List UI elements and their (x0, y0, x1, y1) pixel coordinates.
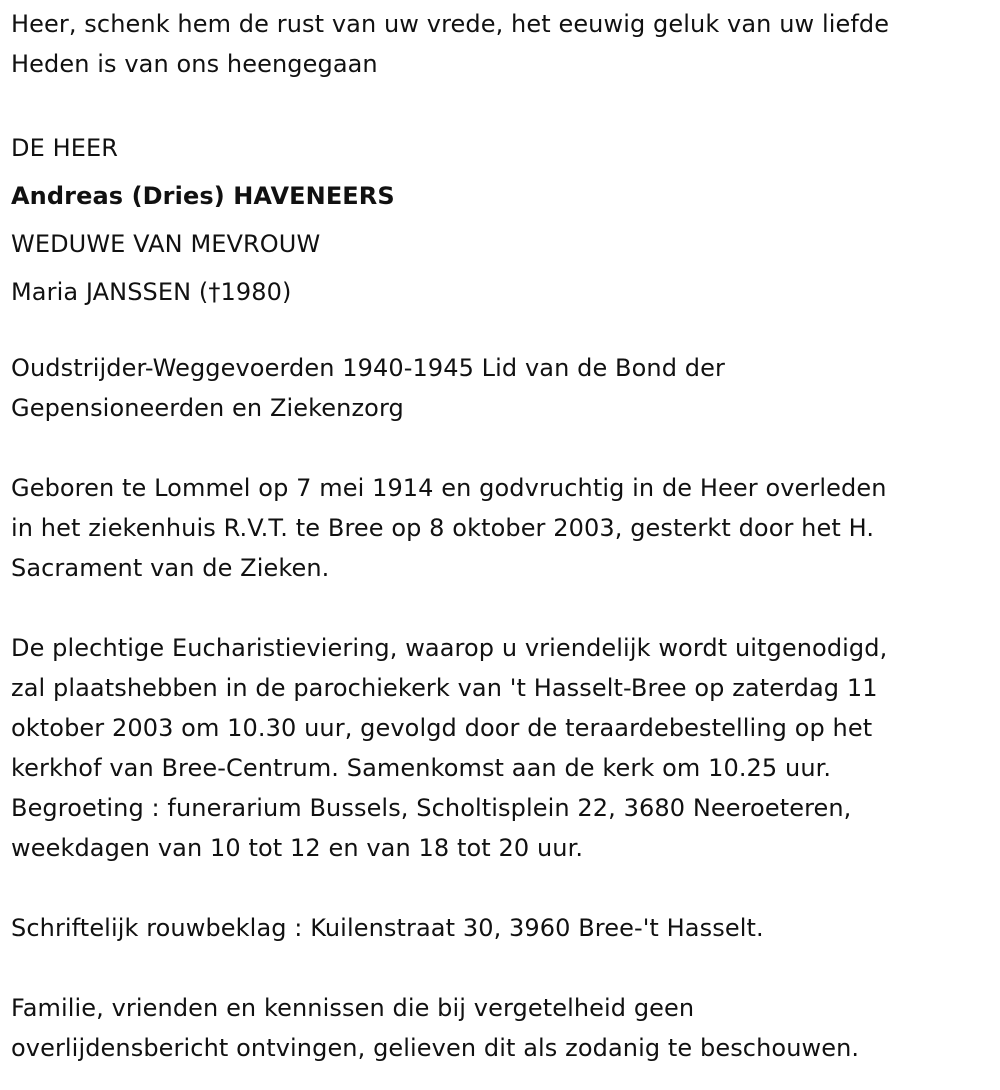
ceremony-line: Begroeting : funerarium Bussels, Scholtisplein 22, 3680 Neeroeteren, (11, 794, 852, 822)
closing-line: Familie, vrienden en kennissen die bij vergetelheid geen (11, 994, 695, 1022)
spacer (11, 868, 984, 908)
ceremony-line: De plechtige Eucharistieviering, waarop u vriendelijk wordt uitgenodigd, (11, 634, 888, 662)
ceremony-line: weekdagen van 10 tot 12 en van 18 tot 20 uur. (11, 834, 584, 862)
obituary-notice (0, 4, 1000, 1090)
affiliations-line: Oudstrijder-Weggevoerden 1940-1945 Lid van de Bond der (11, 354, 725, 382)
spacer (11, 588, 984, 628)
honorific-title: DE HEER (11, 134, 119, 162)
ceremony-line: zal plaatshebben in de parochiekerk van 't Hasselt-Bree op zaterdag 11 (11, 674, 878, 702)
birth-death-line: Geboren te Lommel op 7 mei 1914 en godvruchtig in de Heer overleden (11, 474, 887, 502)
spouse-name: Maria JANSSEN (†1980) (11, 278, 292, 306)
opening-line: Heer, schenk hem de rust van uw vrede, het eeuwig geluk van uw liefde (11, 10, 890, 38)
birth-death-paragraph (11, 468, 984, 588)
deceased-block (11, 124, 984, 316)
opening-paragraph (11, 4, 984, 84)
condolences-paragraph (11, 908, 984, 948)
condolences-line: Schriftelijk rouwbeklag : Kuilenstraat 30, 3960 Bree-'t Hasselt. (11, 914, 764, 942)
birth-death-line: in het ziekenhuis R.V.T. te Bree op 8 oktober 2003, gesterkt door het H. (11, 514, 875, 542)
affiliations-line: Gepensioneerden en Ziekenzorg (11, 394, 404, 422)
closing-line: overlijdensbericht ontvingen, gelieven dit als zodanig te beschouwen. (11, 1034, 860, 1062)
birth-death-line: Sacrament van de Zieken. (11, 554, 330, 582)
deceased-name: Andreas (Dries) HAVENEERS (11, 182, 395, 210)
spacer (11, 948, 984, 988)
opening-line: Heden is van ons heengegaan (11, 50, 378, 78)
spacer (11, 84, 984, 124)
ceremony-paragraph (11, 628, 984, 868)
spacer (11, 316, 984, 348)
ceremony-line: oktober 2003 om 10.30 uur, gevolgd door de teraardebestelling op het (11, 714, 873, 742)
closing-paragraph (11, 988, 984, 1068)
relation-line: WEDUWE VAN MEVROUW (11, 230, 321, 258)
spacer (11, 428, 984, 468)
ceremony-line: kerkhof van Bree-Centrum. Samenkomst aan de kerk om 10.25 uur. (11, 754, 832, 782)
affiliations-paragraph (11, 348, 984, 428)
